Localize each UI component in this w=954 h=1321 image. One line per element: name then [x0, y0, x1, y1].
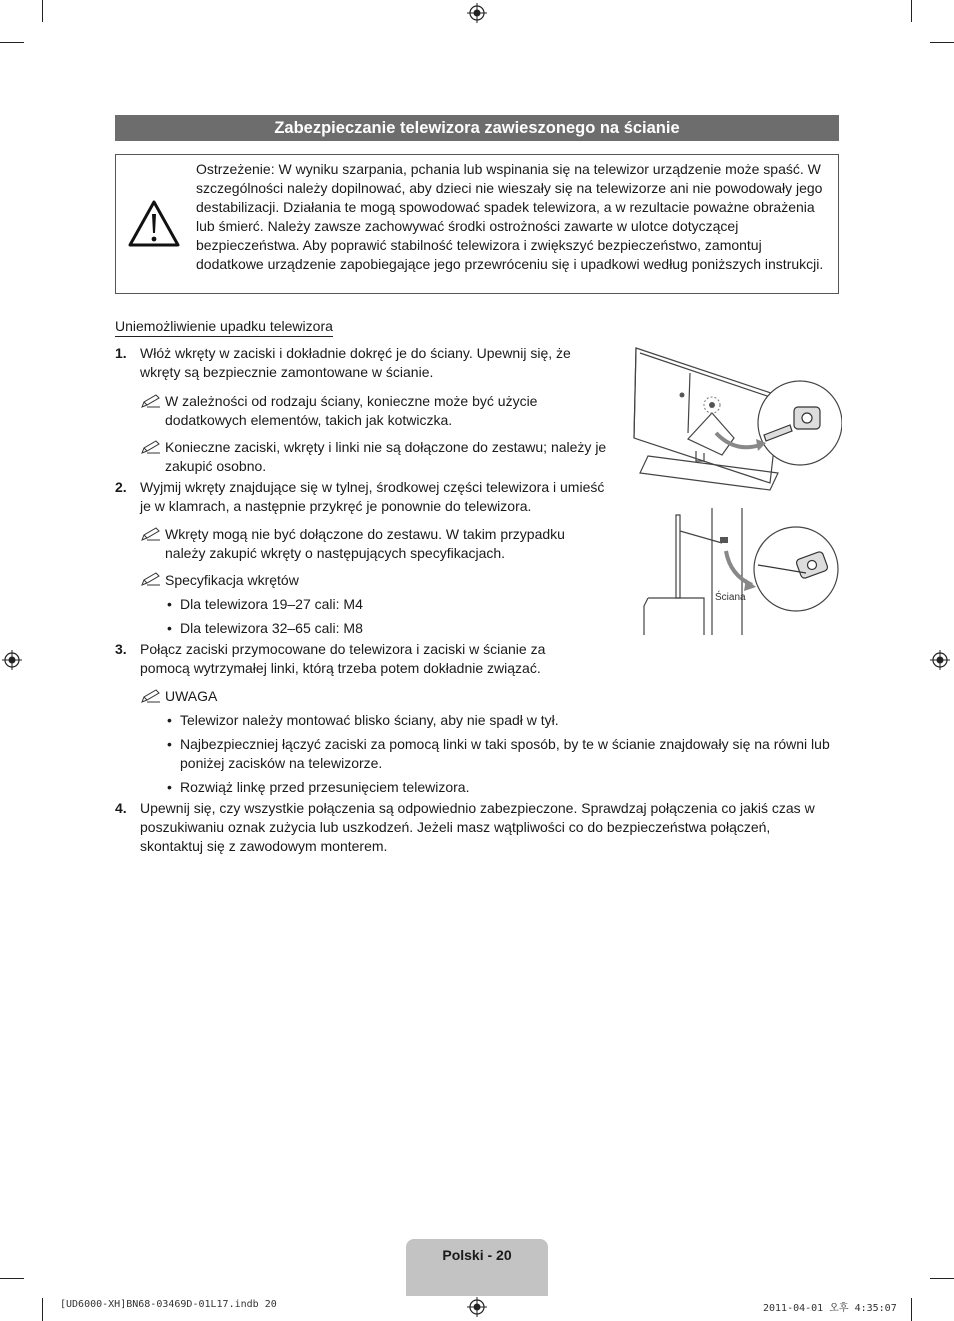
bullet-text: Najbezpieczniej łączyć zaciski za pomocą linki w taki sposób, by te w ścianie znajdowały się na równi lub poniżej zacisków na telewizorze. — [180, 736, 830, 771]
note-pencil-icon — [140, 526, 162, 542]
note-pencil-icon — [140, 571, 162, 587]
list-item: • Telewizor należy montować blisko ściany, aby nie spadł w tył. — [167, 712, 559, 728]
bullet-text: Dla telewizora 32–65 cali: M8 — [180, 620, 363, 636]
crop-mark — [0, 1278, 24, 1279]
page-number: Polski - 20 — [442, 1247, 512, 1263]
list-item: • Najbezpieczniej łączyć zaciski za pomocą linki w taki sposób, by te w ścianie znajdowały się na równi lub poniżej zacisków na telewizorze. — [167, 736, 830, 771]
note-text: UWAGA — [165, 688, 218, 704]
list-item: • Rozwiąż linkę przed przesunięciem telewizora. — [167, 779, 470, 795]
step-text: Włóż wkręty w zaciski i dokładnie dokręć je do ściany. Upewnij się, że wkręty są bezpiecznie zamontowane w ścianie. — [140, 345, 571, 380]
registration-mark-icon — [930, 650, 950, 670]
crop-mark — [930, 42, 954, 43]
note-pencil-icon — [140, 393, 162, 409]
registration-mark-icon — [2, 650, 22, 670]
crop-mark — [42, 0, 43, 22]
crop-mark — [911, 0, 912, 22]
bullet-text: Telewizor należy montować blisko ściany, aby nie spadł w tył. — [180, 712, 559, 728]
page-number-tab — [406, 1239, 548, 1296]
print-imprint-left: [UD6000-XH]BN68-03469D-01L17.indb 20 — [60, 1299, 277, 1310]
note-pencil-icon — [140, 439, 162, 455]
step-number: 4. — [115, 800, 127, 816]
warning-triangle-icon — [127, 199, 181, 249]
step-number: 2. — [115, 479, 127, 495]
list-item: • Dla telewizora 32–65 cali: M8 — [167, 620, 363, 636]
step-number: 3. — [115, 641, 127, 657]
crop-mark — [911, 1298, 912, 1321]
registration-mark-icon — [467, 3, 487, 23]
warning-box — [115, 154, 839, 294]
note-text: Wkręty mogą nie być dołączone do zestawu. W takim przypadku należy zakupić wkręty o następujących specyfikacjach. — [165, 526, 565, 561]
step-text: Połącz zaciski przymocowane do telewizora i zaciski w ścianie za pomocą wytrzymałej linki, którą trzeba potem dokładnie związać. — [140, 641, 546, 676]
warning-text — [196, 160, 831, 274]
registration-mark-icon — [467, 1297, 487, 1317]
warning-body: : W wyniku szarpania, pchania lub wspinania się na telewizor urządzenie może spaść. W szczególności należy dopilnować, aby dzieci nie wieszały się na telewizorze ani nie powodowały jego destabilizacji. Działania te mogą spowodować spadek telewizora, a w rezultacie poważne obrażenia lub śmierć. Należy zawsze zachowywać środki ostrożności zawarte w ulotce dotyczącej bezpieczeństwa. Aby poprawić stabilność telewizora i zwiększyć bezpieczeństwo, zamontuj dodatkowe urządzenie zapobiegające jego przewróceniu się i upadkowi według poniższych instrukcji. — [196, 161, 824, 272]
note-text: W zależności od rodzaju ściany, konieczne może być użycie dodatkowych elementów, takich jak kotwiczka. — [165, 393, 538, 428]
print-imprint-right: 2011-04-01 오후 4:35:07 — [763, 1303, 897, 1314]
crop-mark — [42, 1298, 43, 1321]
warning-label: Ostrzeżenie — [196, 161, 271, 177]
note-text: Konieczne zaciski, wkręty i linki nie są dołączone do zestawu; należy je zakupić osobno. — [165, 439, 607, 474]
list-item: • Dla telewizora 19–27 cali: M4 — [167, 596, 363, 612]
section-title: Zabezpieczanie telewizora zawieszonego na ścianie — [115, 115, 839, 141]
step-text: Upewnij się, czy wszystkie połączenia są odpowiednio zabezpieczone. Sprawdzaj połączenia co jakiś czas w poszukiwaniu oznak zużycia lub uszkodzeń. Jeżeli masz wątpliwości co do bezpieczeństwa połączeń, skontaktuj się z zawodowym monterem. — [140, 800, 815, 854]
crop-mark — [0, 42, 24, 43]
bullet-text: Rozwiąż linkę przed przesunięciem telewizora. — [180, 779, 470, 795]
subsection-heading: Uniemożliwienie upadku telewizora — [115, 317, 333, 337]
wall-label: Ściana — [715, 592, 746, 603]
note-text: Specyfikacja wkrętów — [165, 572, 299, 588]
crop-mark — [930, 1278, 954, 1279]
step-text: Wyjmij wkręty znajdujące się w tylnej, środkowej części telewizora i umieść je w klamrach, a następnie przykręć je ponownie do telewizora. — [140, 479, 605, 514]
step-number: 1. — [115, 345, 127, 361]
note-pencil-icon — [140, 688, 162, 704]
bullet-text: Dla telewizora 19–27 cali: M4 — [180, 596, 363, 612]
